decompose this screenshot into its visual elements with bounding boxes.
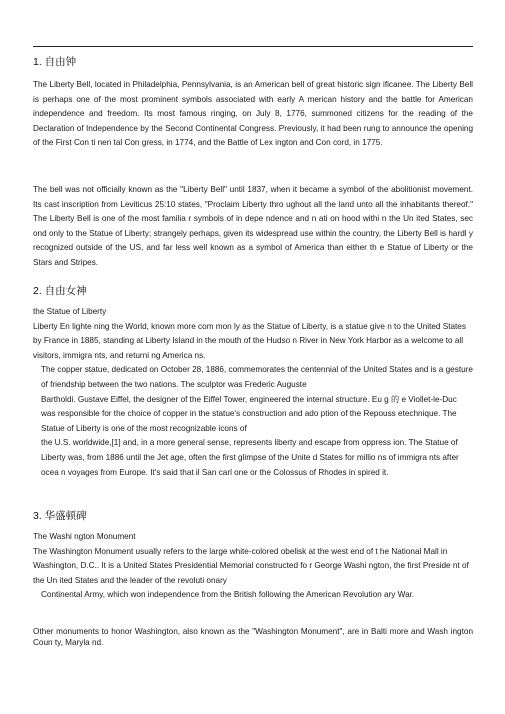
section-2-body: [33, 305, 473, 480]
section-2-line-2: The copper statue, dedicated on October 28, 1886, commemorates the centennial of the United States and is a gesture of friendship between the two nations. The sculptor was Frederic Auguste: [41, 365, 473, 389]
section-1-paragraph-2: The bell was not officially known as the "Liberty Bell" until 1837, when it became a symbol of the abolitionist movement. Its cast inscription from Leviticus 25:10 states, "Proclaim Liberty thro ughout all the land unto all the inhabitants thereof." The Liberty Bell is one of the most familia r symbols of in depe ndence and n ati on hood withi n the Un ited States, sec ond only to the Statue of Liberty; strangely perhaps, given its widespread use within the country, the Liberty Bell is hardl y recognized outside of the US, and far less well known as a symbol of America than either th e Statue of Liberty or the Stars and Stripes.: [33, 185, 473, 267]
section-2-subtitle: the Statue of Liberty: [33, 307, 107, 316]
section-2-heading: 2. 自由女神: [33, 285, 87, 297]
top-divider: [33, 46, 473, 47]
section-3-heading: 3. 华盛顿碑: [33, 510, 87, 522]
section-3-line-1: The Washington Monument usually refers to the large white-colored obelisk at the west end of t he National Mall in Washington, D.C.. It is a United States Presidential Memorial constructed fo r George Washi ngton, the first Preside nt of the Un ited States and the leader of the revoluti onary: [33, 546, 469, 585]
section-3-body: [33, 530, 473, 603]
section-2-line-4: the U.S. worldwide,[1] and, in a more general sense, represents liberty and escape from oppress ion. The Statue of Liberty was, from 1886 until the Jet age, often the first glimpse of the Unite d States for millio ns of immigra nts after ocea n voyages from Europe. It's said that il San carl one or the Colossus of Rhodes in spired it.: [41, 438, 459, 477]
section-1-heading: 1. 自由钟: [33, 56, 77, 68]
section-2-line-1: Liberty En lighte ning the World, known more com mon ly as the Statue of Liberty, is a statue give n to the United States by France in 1885, standing at Liberty Island in the mouth of the Hudso n River in New York Harbor as a welcome to all visitors, immigra nts, and returni ng America ns.: [33, 321, 466, 360]
section-2-line-3: Bartholdi. Gustave Eiffel, the designer of the Eiffel Tower, engineered the internal structure. Eu g 的 e Viollet-le-Duc was responsible for the choice of copper in the statue's construction and ado ption of the Repouss etechnique. The Statue of Liberty is one of the most recognizable icons of: [41, 394, 457, 433]
section-3-subtitle: The Washi ngton Monument: [33, 532, 136, 541]
section-1-paragraph-1: The Liberty Bell, located in Philadelphia, Pennsylvania, is an American bell of great historic sign ificanee. The Liberty Bell is perhaps one of the most prominent symbols associated with early A merican history and the battle for American independence and freedom. Its most famous ringing, on July 8, 1776, summoned citizens for the reading of the Declaration of Independence by the Second Continental Congress. Previously, it had been rung to announce the opening of the First Con ti nen tal Con gress, in 1774, and the Battle of Lex ington and Con cord, in 1775.: [33, 80, 473, 148]
section-3-line-2: Continental Army, which won independence from the British following the American Revolution ary War.: [41, 590, 415, 600]
section-3-closing: Other monuments to honor Washington, also known as the "Washington Monument", are in Balti more and Wash ington Coun ty, Maryla nd.: [33, 627, 473, 647]
